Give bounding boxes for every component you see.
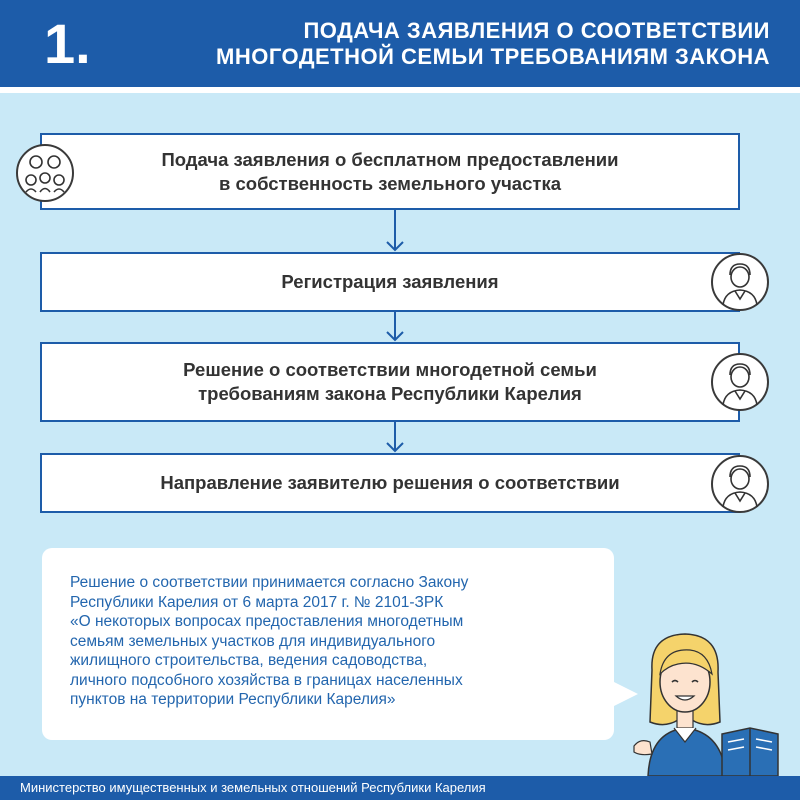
page-title-line-1: ПОДАЧА ЗАЯВЛЕНИЯ О СООТВЕТСТВИИ: [303, 18, 770, 43]
step-3-line-2: требованиям закона Республики Карелия: [198, 383, 582, 404]
step-number: 1.: [44, 12, 91, 75]
law-note-line: Решение о соответствии принимается согласно Закону: [70, 574, 469, 591]
page-title: [110, 18, 770, 70]
law-note-line: пунктов на территории Республики Карелия»: [70, 691, 396, 708]
official-icon: [711, 253, 769, 311]
family-icon: [16, 144, 74, 202]
law-note-line: личного подсобного хозяйства в границах населенных: [70, 671, 463, 689]
footer-text: Министерство имущественных и земельных отношений Республики Карелия: [20, 780, 486, 795]
law-note-line: семьям земельных участков для индивидуального: [70, 632, 436, 650]
step-3-line-1: Решение о соответствии многодетной семьи: [183, 359, 597, 380]
law-note-line: жилищного строительства, ведения садоводства,: [70, 652, 428, 669]
law-note: [70, 573, 600, 710]
page-title-line-2: МНОГОДЕТНОЙ СЕМЬИ ТРЕБОВАНИЯМ ЗАКОНА: [216, 44, 770, 69]
step-box-3: [40, 342, 740, 422]
arrow-down-icon: [385, 422, 405, 453]
step-box-4: [40, 453, 740, 513]
step-box-2: [40, 252, 740, 312]
step-1-line-1: Подача заявления о бесплатном предоставлении: [161, 148, 619, 170]
step-1-line-2: в собственность земельного участка: [218, 172, 561, 194]
law-note-line: «О некоторых вопросах предоставления многодетным: [70, 613, 464, 630]
law-note-line: Республики Карелия от 6 марта 2017 г. № 2101-ЗРК: [70, 593, 444, 611]
official-icon: [711, 353, 769, 411]
step-4-label: Направление заявителю решения о соответствии: [160, 472, 620, 493]
step-box-1: [40, 133, 740, 210]
official-icon: [711, 455, 769, 513]
step-2-label: Регистрация заявления: [281, 271, 499, 292]
header-divider: [0, 87, 800, 93]
woman-with-book-illustration: [630, 630, 780, 776]
arrow-down-icon: [385, 312, 405, 342]
arrow-down-icon: [385, 210, 405, 252]
